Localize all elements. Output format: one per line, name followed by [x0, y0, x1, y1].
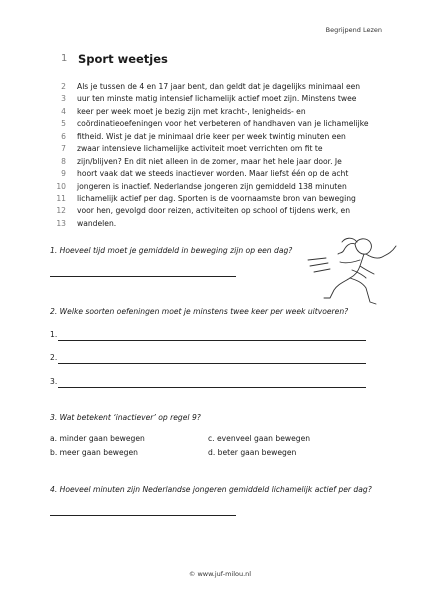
line-text: keer per week moet je bezig zijn met kracht-, lenigheids- en — [77, 106, 306, 116]
line-number: 2 — [61, 82, 66, 91]
answer-line-q2-3[interactable] — [58, 387, 366, 388]
choice-c[interactable]: c. evenveel gaan bewegen — [208, 434, 311, 443]
text-line — [50, 131, 390, 143]
text-line — [50, 181, 390, 193]
text-line — [50, 156, 390, 168]
choice-b[interactable]: b. meer gaan bewegen — [50, 448, 138, 457]
text-line — [50, 93, 390, 105]
answer-line-q2-2[interactable] — [58, 363, 366, 364]
q2-item-1-label: 1. — [50, 330, 58, 339]
line-number: 6 — [61, 131, 66, 141]
line-number: 3 — [61, 94, 66, 104]
reading-text — [50, 81, 390, 230]
line-text: lichamelijk actief per dag. Sporten is de voornaamste bron van beweging — [77, 193, 356, 203]
line-text: wandelen. — [77, 218, 117, 228]
text-line — [50, 81, 390, 93]
text-line — [50, 193, 390, 205]
question-3: 3. Wat betekent ‘inactiever’ op regel 9? — [50, 413, 201, 422]
line-text: fitheid. Wist je dat je minimaal drie keer per week twintig minuten een — [77, 131, 346, 141]
page-title: Sport weetjes — [78, 52, 168, 66]
footer-copyright: © www.juf-milou.nl — [188, 570, 252, 578]
text-line — [50, 205, 390, 217]
answer-line-q2-1[interactable] — [58, 340, 366, 341]
answer-line-q1[interactable] — [50, 276, 236, 277]
text-line — [50, 218, 390, 230]
runner-illustration — [300, 232, 400, 312]
line-text: Als je tussen de 4 en 17 jaar bent, dan geldt dat je dagelijks minimaal een — [77, 82, 361, 91]
question-1: 1. Hoeveel tijd moet je gemiddeld in beweging zijn op een dag? — [50, 246, 293, 255]
line-number: 4 — [61, 106, 66, 116]
question-2: 2. Welke soorten oefeningen moet je minstens twee keer per week uitvoeren? — [50, 307, 349, 316]
choice-a[interactable]: a. minder gaan bewegen — [50, 434, 145, 443]
line-number: 7 — [61, 144, 66, 154]
line-text: zwaar intensieve lichamelijke activiteit moet verrichten om fit te — [77, 144, 323, 154]
text-line — [50, 143, 390, 155]
line-text: jongeren is inactief. Nederlandse jongeren zijn gemiddeld 138 minuten — [77, 181, 347, 191]
line-number: 5 — [61, 119, 66, 129]
line-text: voor hen, gevolgd door reizen, activiteiten op school of tijdens werk, en — [77, 206, 351, 216]
line-text: zijn/blijven? En dit niet alleen in de zomer, maar het hele jaar door. Je — [77, 156, 342, 166]
line-number: 10 — [56, 181, 66, 191]
line-number: 13 — [56, 218, 66, 228]
header-subject: Begrijpend Lezen — [325, 26, 382, 34]
text-line — [50, 106, 390, 118]
line-number: 8 — [61, 156, 66, 166]
q2-item-3-label: 3. — [50, 377, 58, 386]
question-4: 4. Hoeveel minuten zijn Nederlandse jongeren gemiddeld lichamelijk actief per dag? — [50, 485, 372, 494]
line-text: hoort vaak dat we steeds inactiever worden. Maar liefst één op de acht — [77, 169, 349, 179]
text-line — [50, 168, 390, 180]
line-text: coördinatieoefeningen voor het verbeteren of handhaven van je lichamelijke — [77, 119, 369, 129]
title-line-number: 1 — [61, 53, 68, 64]
line-number: 11 — [56, 193, 66, 203]
line-text: uur ten minste matig intensief lichamelijk actief moet zijn. Minstens twee — [77, 94, 357, 104]
text-line — [50, 118, 390, 130]
line-number: 12 — [56, 206, 66, 216]
answer-line-q4[interactable] — [50, 515, 236, 516]
choice-d[interactable]: d. beter gaan bewegen — [208, 448, 297, 457]
q2-item-2-label: 2. — [50, 353, 58, 362]
line-number: 9 — [61, 169, 66, 179]
